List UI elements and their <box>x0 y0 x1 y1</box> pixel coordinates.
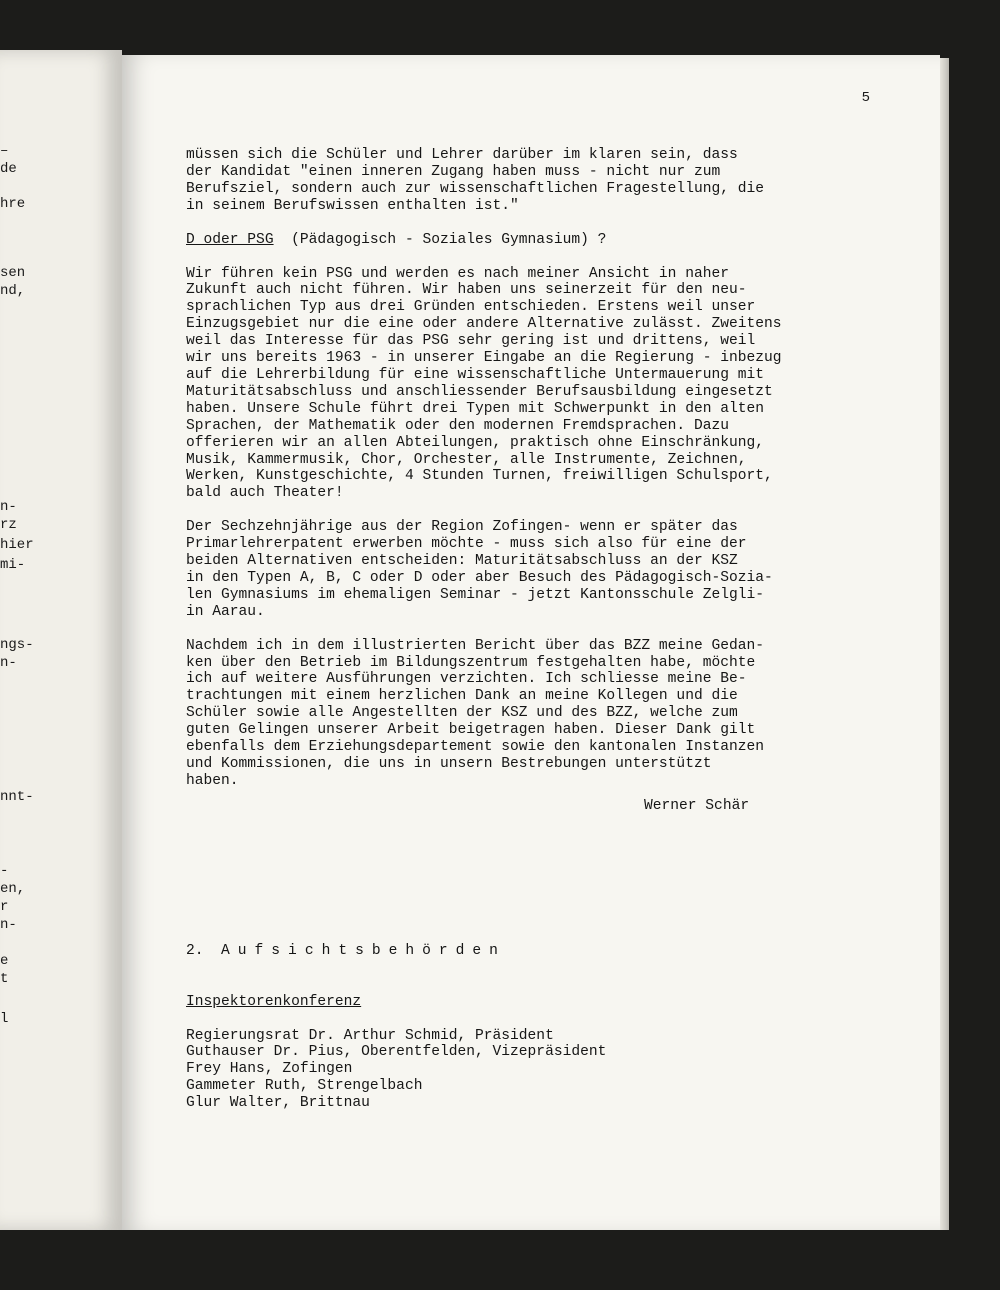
paragraph-1 <box>186 147 876 215</box>
text-line: ich auf weitere Ausführungen verzichten. Ich schliesse meine Be- <box>186 671 747 688</box>
text-line: auf die Lehrerbildung für eine wissenschaftliche Untermauerung mit <box>186 366 765 383</box>
text-line: der Kandidat "einen inneren Zugang haben muss - nicht nur zum <box>186 163 721 180</box>
text-line: haben. <box>186 772 239 789</box>
facing-page-fragment: en, <box>0 881 26 897</box>
facing-page-fragment: rz <box>0 517 17 533</box>
text-line: Berufsziel, sondern auch zur wissenschaftlichen Fragestellung, die <box>186 180 765 197</box>
section-heading-d-oder-psg <box>186 232 876 249</box>
document-page <box>122 55 940 1230</box>
text-line: Musik, Kammermusik, Chor, Orchester, alle Instrumente, Zeichnen, <box>186 451 747 468</box>
text-line: offerieren wir an allen Abteilungen, praktisch ohne Einschränkung, <box>186 434 765 451</box>
page-number: 5 <box>861 90 870 106</box>
subheading-inspektorenkonferenz: Inspektorenkonferenz <box>186 993 362 1010</box>
facing-page-fragment: ngs- <box>0 637 34 653</box>
text-line: weil das Interesse für das PSG sehr gering ist und drittens, weil <box>186 333 756 350</box>
member-entry: Frey Hans, Zofingen <box>186 1061 353 1078</box>
facing-page-fragment: sen <box>0 265 26 281</box>
text-line: Nachdem ich in dem illustrierten Bericht über das BZZ meine Gedan- <box>186 637 765 654</box>
paragraph-2 <box>186 266 876 503</box>
paragraph-3 <box>186 519 876 620</box>
facing-page-fragment: hier <box>0 537 34 553</box>
facing-page-fragment: mi- <box>0 557 26 573</box>
text-line: trachtungen mit einem herzlichen Dank an meine Kollegen und die <box>186 688 738 705</box>
member-entry: Guthauser Dr. Pius, Oberentfelden, Vizepräsident <box>186 1044 607 1061</box>
facing-page-fragment: hre <box>0 196 26 212</box>
section-title: Aufsichtsbehörden <box>221 942 506 959</box>
facing-page-fragment: n- <box>0 499 17 515</box>
text-line: ebenfalls dem Erziehungsdepartement sowie den kantonalen Instanzen <box>186 739 765 756</box>
page-stack-edge <box>940 58 949 1230</box>
text-line: Einzugsgebiet nur die eine oder andere Alternative zulässt. Zweitens <box>186 316 782 333</box>
text-line: Primarlehrerpatent erwerben möchte - muss sich also für eine der <box>186 536 747 553</box>
text-line: beiden Alternativen entscheiden: Maturitätsabschluss an der KSZ <box>186 553 738 570</box>
facing-page-fragment: nnt- <box>0 789 34 805</box>
facing-page-edge <box>0 50 122 1230</box>
text-line: Maturitätsabschluss und anschliessender Berufsausbildung eingesetzt <box>186 383 773 400</box>
facing-page-fragment: t <box>0 971 9 987</box>
text-line: und Kommissionen, die uns in unsern Bestrebungen unterstützt <box>186 756 712 772</box>
facing-page-fragment: de <box>0 161 17 177</box>
facing-page-fragment: – <box>0 143 9 159</box>
text-line: len Gymnasiums im ehemaligen Seminar - jetzt Kantonsschule Zelgli- <box>186 586 765 603</box>
text-line: Werken, Kunstgeschichte, 4 Stunden Turnen, freiwilligen Schulsport, <box>186 468 773 485</box>
text-line: haben. Unsere Schule führt drei Typen mit Schwerpunkt in den alten <box>186 400 765 417</box>
facing-page-fragment: - <box>0 863 9 879</box>
text-line: ken über den Betrieb im Bildungszentrum festgehalten habe, möchte <box>186 654 756 671</box>
paragraph-4 <box>186 638 876 790</box>
page-content <box>186 147 876 1112</box>
signature: Werner Schär <box>644 797 750 814</box>
text-line: bald auch Theater! <box>186 485 344 502</box>
member-entry: Glur Walter, Brittnau <box>186 1095 370 1112</box>
facing-page-fragment: n- <box>0 655 17 671</box>
section-number: 2. <box>186 942 204 959</box>
text-line: Schüler sowie alle Angestellten der KSZ und des BZZ, welche zum <box>186 705 738 722</box>
text-line: Der Sechzehnjährige aus der Region Zofingen- wenn er später das <box>186 519 738 536</box>
text-line: sprachlichen Typ aus drei Gründen entschieden. Erstens weil unser <box>186 299 756 316</box>
text-line: in den Typen A, B, C oder D oder aber Besuch des Pädagogisch-Sozia- <box>186 569 773 586</box>
member-entry: Gammeter Ruth, Strengelbach <box>186 1078 423 1095</box>
text-line: müssen sich die Schüler und Lehrer darüber im klaren sein, dass <box>186 147 738 163</box>
text-line: in Aarau. <box>186 603 265 620</box>
text-line: Sprachen, der Mathematik oder den modernen Fremdsprachen. Dazu <box>186 417 729 434</box>
text-line: Zukunft auch nicht führen. Wir haben uns seinerzeit für den neu- <box>186 282 747 299</box>
text-line: in seinem Berufswissen enthalten ist." <box>186 197 519 214</box>
facing-page-fragment: nd, <box>0 283 26 299</box>
heading-rest: (Pädagogisch - Soziales Gymnasium) ? <box>273 231 607 248</box>
facing-page-fragment: n- <box>0 917 17 933</box>
text-line: guten Gelingen unserer Arbeit beigetragen haben. Dieser Dank gilt <box>186 722 756 739</box>
text-line: wir uns bereits 1963 - in unserer Eingabe an die Regierung - inbezug <box>186 350 782 367</box>
heading-underlined: D oder PSG <box>186 231 274 248</box>
facing-page-fragment: r <box>0 899 9 915</box>
text-line: Wir führen kein PSG und werden es nach meiner Ansicht in naher <box>186 265 729 282</box>
section-heading-aufsichtsbehoerden <box>186 943 876 960</box>
member-list <box>186 1028 876 1113</box>
member-entry: Regierungsrat Dr. Arthur Schmid, Präsident <box>186 1027 554 1044</box>
facing-page-fragment: l <box>0 1011 9 1027</box>
facing-page-fragment: e <box>0 953 9 969</box>
